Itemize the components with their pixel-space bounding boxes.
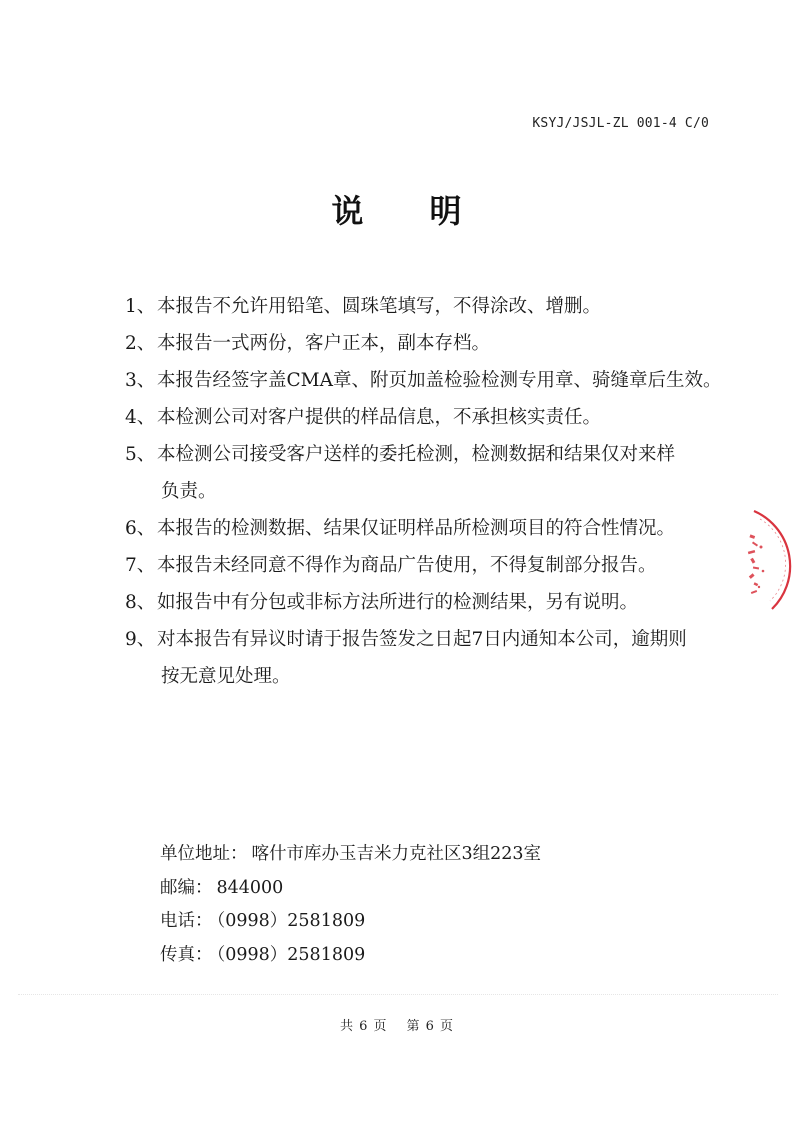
scan-artifact-line (18, 994, 778, 997)
notes-list (125, 288, 725, 695)
address-value: 喀什市库办玉吉米力克社区3组223室 (251, 844, 542, 864)
note-number: 4、 (125, 407, 156, 428)
document-code: KSYJ/JSJL-ZL 001-4 C/0 (532, 116, 709, 131)
note-item-8 (125, 584, 725, 621)
current-page: 第 6 页 (406, 1019, 454, 1034)
note-text: 对本报告有异议时请于报告签发之日起7日内通知本公司，逾期则 (157, 629, 687, 650)
note-text: 本检测公司对客户提供的样品信息，不承担核实责任。 (157, 407, 602, 428)
note-item-2 (125, 325, 725, 362)
fax-value: （0998）2581809 (216, 944, 366, 965)
note-number: 1、 (125, 296, 156, 317)
note-text: 本报告的检测数据、结果仅证明样品所检测项目的符合性情况。 (157, 518, 676, 539)
note-text: 本报告不允许用铅笔、圆珠笔填写，不得涂改、增删。 (157, 296, 602, 317)
note-text: 本报告一式两份，客户正本，副本存档。 (157, 333, 491, 354)
note-number: 7、 (125, 555, 156, 576)
note-text: 本报告经签字盖CMA章、附页加盖检验检测专用章、骑缝章后生效。 (157, 370, 722, 391)
phone-label: 电话： (160, 911, 213, 931)
page-footer (0, 1015, 793, 1034)
note-text: 如报告中有分包或非标方法所进行的检测结果，另有说明。 (157, 592, 639, 613)
note-item-6 (125, 510, 725, 547)
note-number: 5、 (125, 444, 156, 465)
note-text: 本检测公司接受客户送样的委托检测，检测数据和结果仅对来样 (157, 444, 676, 465)
note-item-4 (125, 399, 725, 436)
postcode-value: 844000 (216, 877, 284, 898)
note-number: 9、 (125, 629, 156, 650)
note-number: 3、 (125, 370, 156, 391)
note-item-1 (125, 288, 725, 325)
note-item-9 (125, 621, 725, 695)
postcode-label: 邮编： (160, 877, 213, 898)
fax-line (160, 939, 541, 973)
page-title: 说明 (331, 192, 528, 230)
note-continuation: 按无意见处理。 (161, 666, 291, 687)
note-number: 2、 (125, 333, 156, 354)
note-item-7 (125, 547, 725, 584)
note-continuation: 负责。 (161, 481, 217, 502)
fax-label: 传真： (160, 944, 213, 965)
address-line (160, 838, 541, 872)
note-item-5 (125, 436, 725, 510)
address-label: 单位地址： (160, 844, 248, 864)
note-item-3 (125, 362, 725, 399)
postcode-line (160, 872, 541, 906)
total-pages: 共 6 页 (339, 1019, 387, 1034)
note-text: 本报告未经同意不得作为商品广告使用，不得复制部分报告。 (157, 555, 657, 576)
phone-line (160, 905, 541, 939)
phone-value: （0998）2581809 (216, 911, 366, 931)
note-number: 8、 (125, 592, 156, 613)
note-number: 6、 (125, 518, 156, 539)
contact-block (160, 838, 541, 972)
